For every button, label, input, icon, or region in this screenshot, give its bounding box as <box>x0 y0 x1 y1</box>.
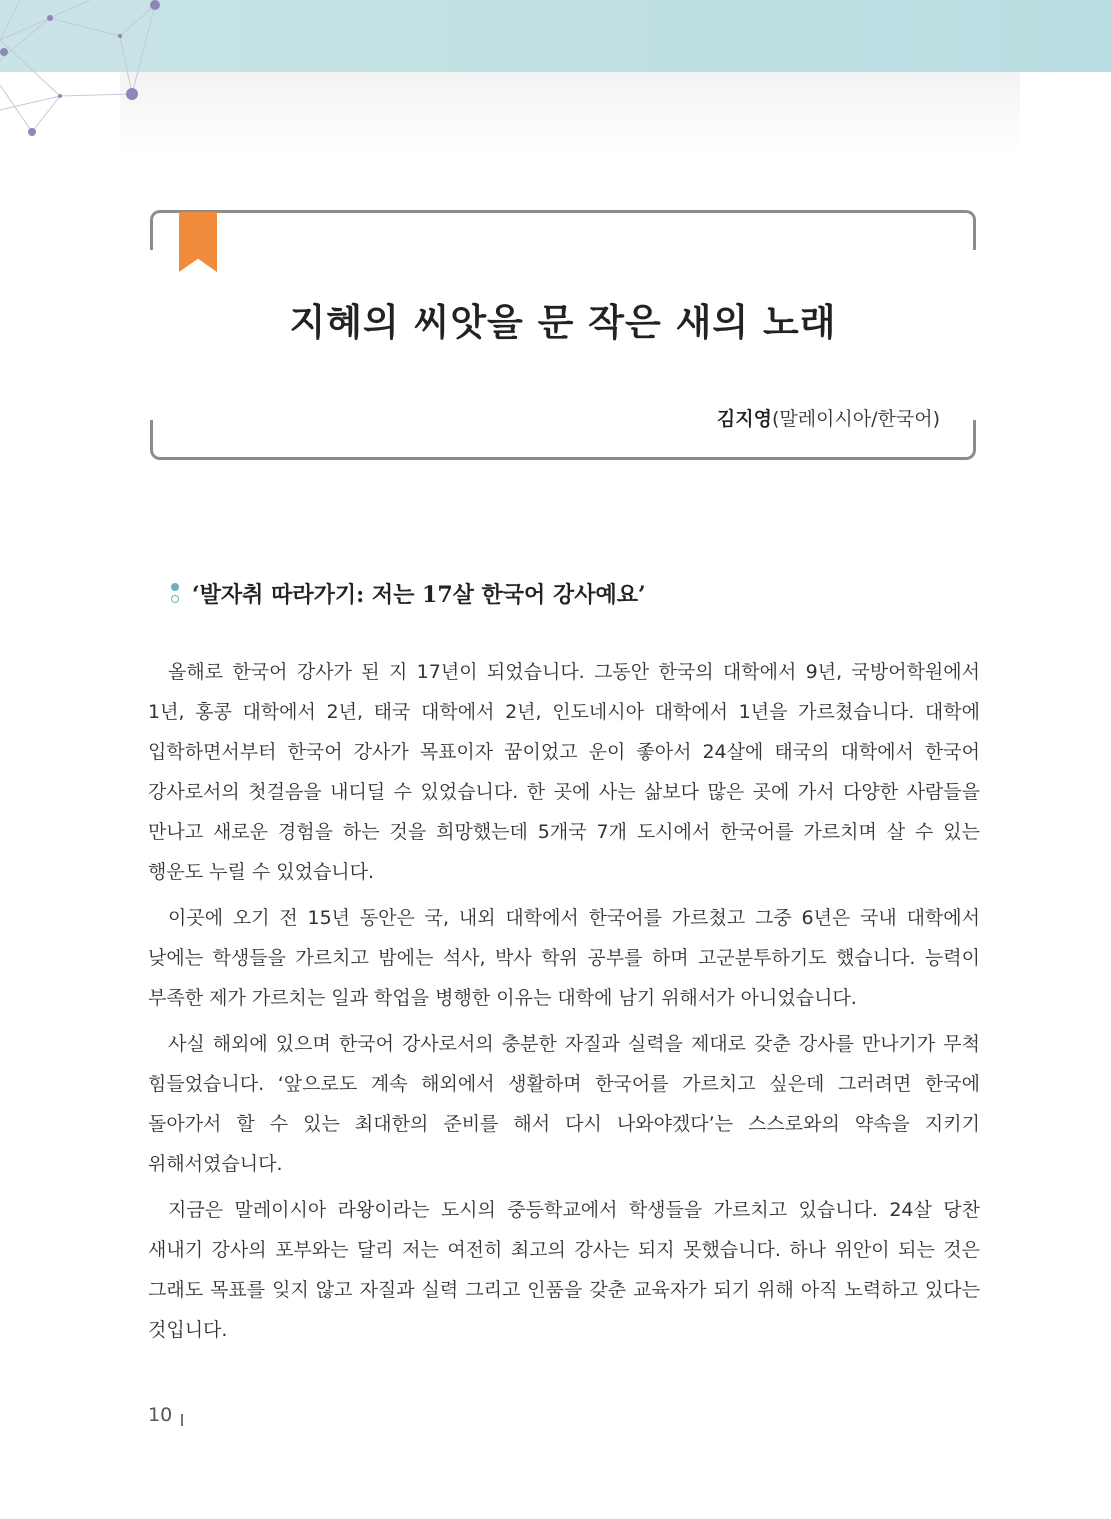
paragraph: 이곳에 오기 전 15년 동안은 국, 내외 대학에서 한국어를 가르쳤고 그중 6년은 국내 대학에서 낮에는 학생들을 가르치고 밤에는 석사, 박사 학위 공부를 하며 고군분투하기도 했습니다. 능력이 부족한 제가 가르치는 일과 학업을 병행한 이유는 대학에 남기 위해서가 아니었습니다. <box>148 907 980 1009</box>
article-body <box>148 652 980 1356</box>
author-line <box>717 404 940 431</box>
page-number: 10 <box>148 1404 173 1426</box>
network-decoration-icon <box>0 0 170 150</box>
author-affiliation: (말레이시아/한국어) <box>771 408 940 430</box>
bookmark-icon <box>179 212 217 272</box>
paragraph: 사실 해외에 있으며 한국어 강사로서의 충분한 자질과 실력을 제대로 갖춘 강사를 만나기가 무척 힘들었습니다. ‘앞으로도 계속 해외에서 생활하며 한국어를 가르치고 싶은데 그러려면 한국에 돌아가서 할 수 있는 최대한의 준비를 해서 다시 나와야겠다’는 스스로와의 약속을 지키기 위해서였습니다. <box>148 1033 980 1175</box>
author-name: 김지영 <box>716 408 772 430</box>
banner-shadow <box>120 72 1020 152</box>
paragraph: 올해로 한국어 강사가 된 지 17년이 되었습니다. 그동안 한국의 대학에서 9년, 국방어학원에서 1년, 홍콩 대학에서 2년, 태국 대학에서 2년, 인도네시아 대학에서 1년을 가르쳤습니다. 대학에 입학하면서부터 한국어 강사가 목표이자 꿈이었고 운이 좋아서 24살에 태국의 대학에서 한국어 강사로서의 첫걸음을 내디딜 수 있었습니다. 한 곳에 사는 삶보다 많은 곳에 가서 다양한 사람들을 만나고 새로운 경험을 하는 것을 희망했는데 5개국 7개 도시에서 한국어를 가르치며 살 수 있는 행운도 누릴 수 있었습니다. <box>148 661 980 883</box>
title-frame-top <box>150 210 976 250</box>
page-number-divider <box>181 1414 183 1426</box>
title-box <box>150 210 976 460</box>
page-title: 지혜의 씨앗을 문 작은 새의 노래 <box>289 301 837 344</box>
section-heading <box>170 578 646 609</box>
section-title: ‘발자취 따라가기: 저는 17살 한국어 강사예요’ <box>192 582 646 608</box>
paragraph: 지금은 말레이시아 라왕이라는 도시의 중등학교에서 학생들을 가르치고 있습니다. 24살 당찬 새내기 강사의 포부와는 달리 저는 여전히 최고의 강사는 되지 못했습니다. 하나 위안이 되는 것은 그래도 목표를 잊지 않고 자질과 실력 그리고 인품을 갖춘 교육자가 되기 위해 아직 노력하고 있다는 것입니다. <box>148 1199 980 1341</box>
bullet-icon <box>170 583 180 605</box>
